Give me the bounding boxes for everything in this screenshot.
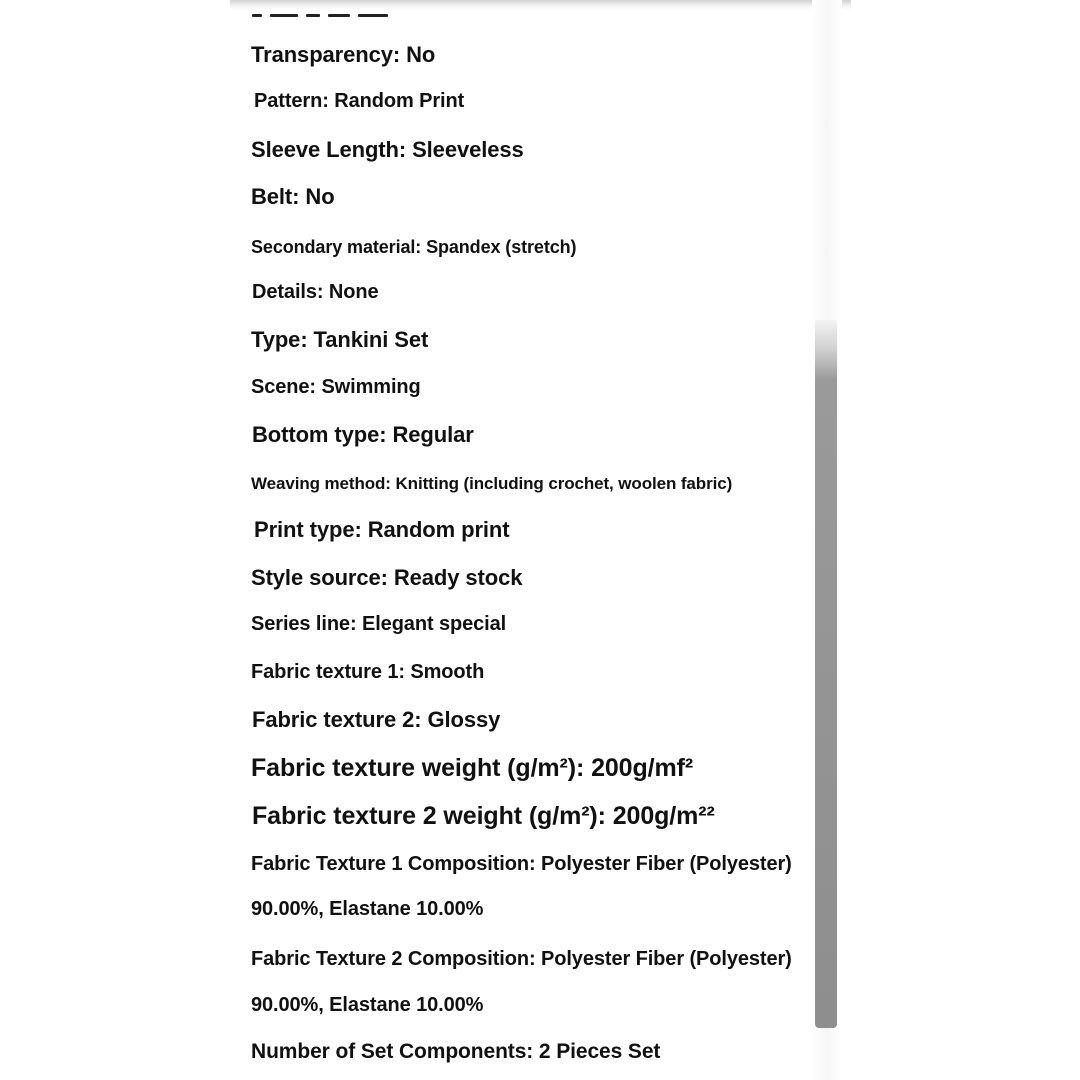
spec-sleeve-length: Sleeve Length: Sleeveless: [251, 137, 524, 162]
spec-fabric-texture-1: Fabric texture 1: Smooth: [251, 661, 485, 683]
spec-fabric-texture-1-composition: Fabric Texture 1 Composition: Polyester Fiber (Polyester): [251, 853, 792, 875]
spec-series-line: Series line: Elegant special: [251, 613, 507, 635]
spec-fabric-texture-2-weight: Fabric texture 2 weight (g/m²): 200g/m²²: [252, 802, 715, 830]
spec-scene: Scene: Swimming: [251, 376, 421, 398]
spec-pattern: Pattern: Random Print: [254, 90, 465, 112]
spec-style-source: Style source: Ready stock: [251, 565, 523, 590]
spec-fabric-texture-2: Fabric texture 2: Glossy: [252, 707, 501, 732]
spec-fabric-texture-2-composition: Fabric Texture 2 Composition: Polyester Fiber (Polyester): [251, 948, 792, 970]
spec-weaving-method: Weaving method: Knitting (including crochet, woolen fabric): [251, 474, 733, 493]
spec-details: Details: None: [252, 281, 379, 303]
spec-secondary-material: Secondary material: Spandex (stretch): [251, 237, 577, 257]
spec-type: Type: Tankini Set: [251, 327, 429, 352]
scrollbar-thumb[interactable]: [815, 320, 837, 1028]
spec-belt: Belt: No: [251, 184, 335, 209]
spec-print-type: Print type: Random print: [254, 517, 510, 542]
spec-fabric-texture-1-composition-cont: 90.00%, Elastane 10.00%: [251, 898, 484, 920]
panel-top-edge: [230, 0, 851, 10]
spec-fabric-texture-weight: Fabric texture weight (g/m²): 200g/mf²: [251, 754, 694, 782]
spec-bottom-type: Bottom type: Regular: [252, 422, 474, 447]
cutoff-text-line: [252, 14, 422, 24]
vertical-scrollbar[interactable]: [812, 0, 842, 1080]
spec-transparency: Transparency: No: [251, 42, 436, 67]
spec-set-components: Number of Set Components: 2 Pieces Set: [251, 1040, 661, 1063]
product-spec-panel: [230, 0, 851, 1080]
spec-fabric-texture-2-composition-cont: 90.00%, Elastane 10.00%: [251, 994, 484, 1016]
